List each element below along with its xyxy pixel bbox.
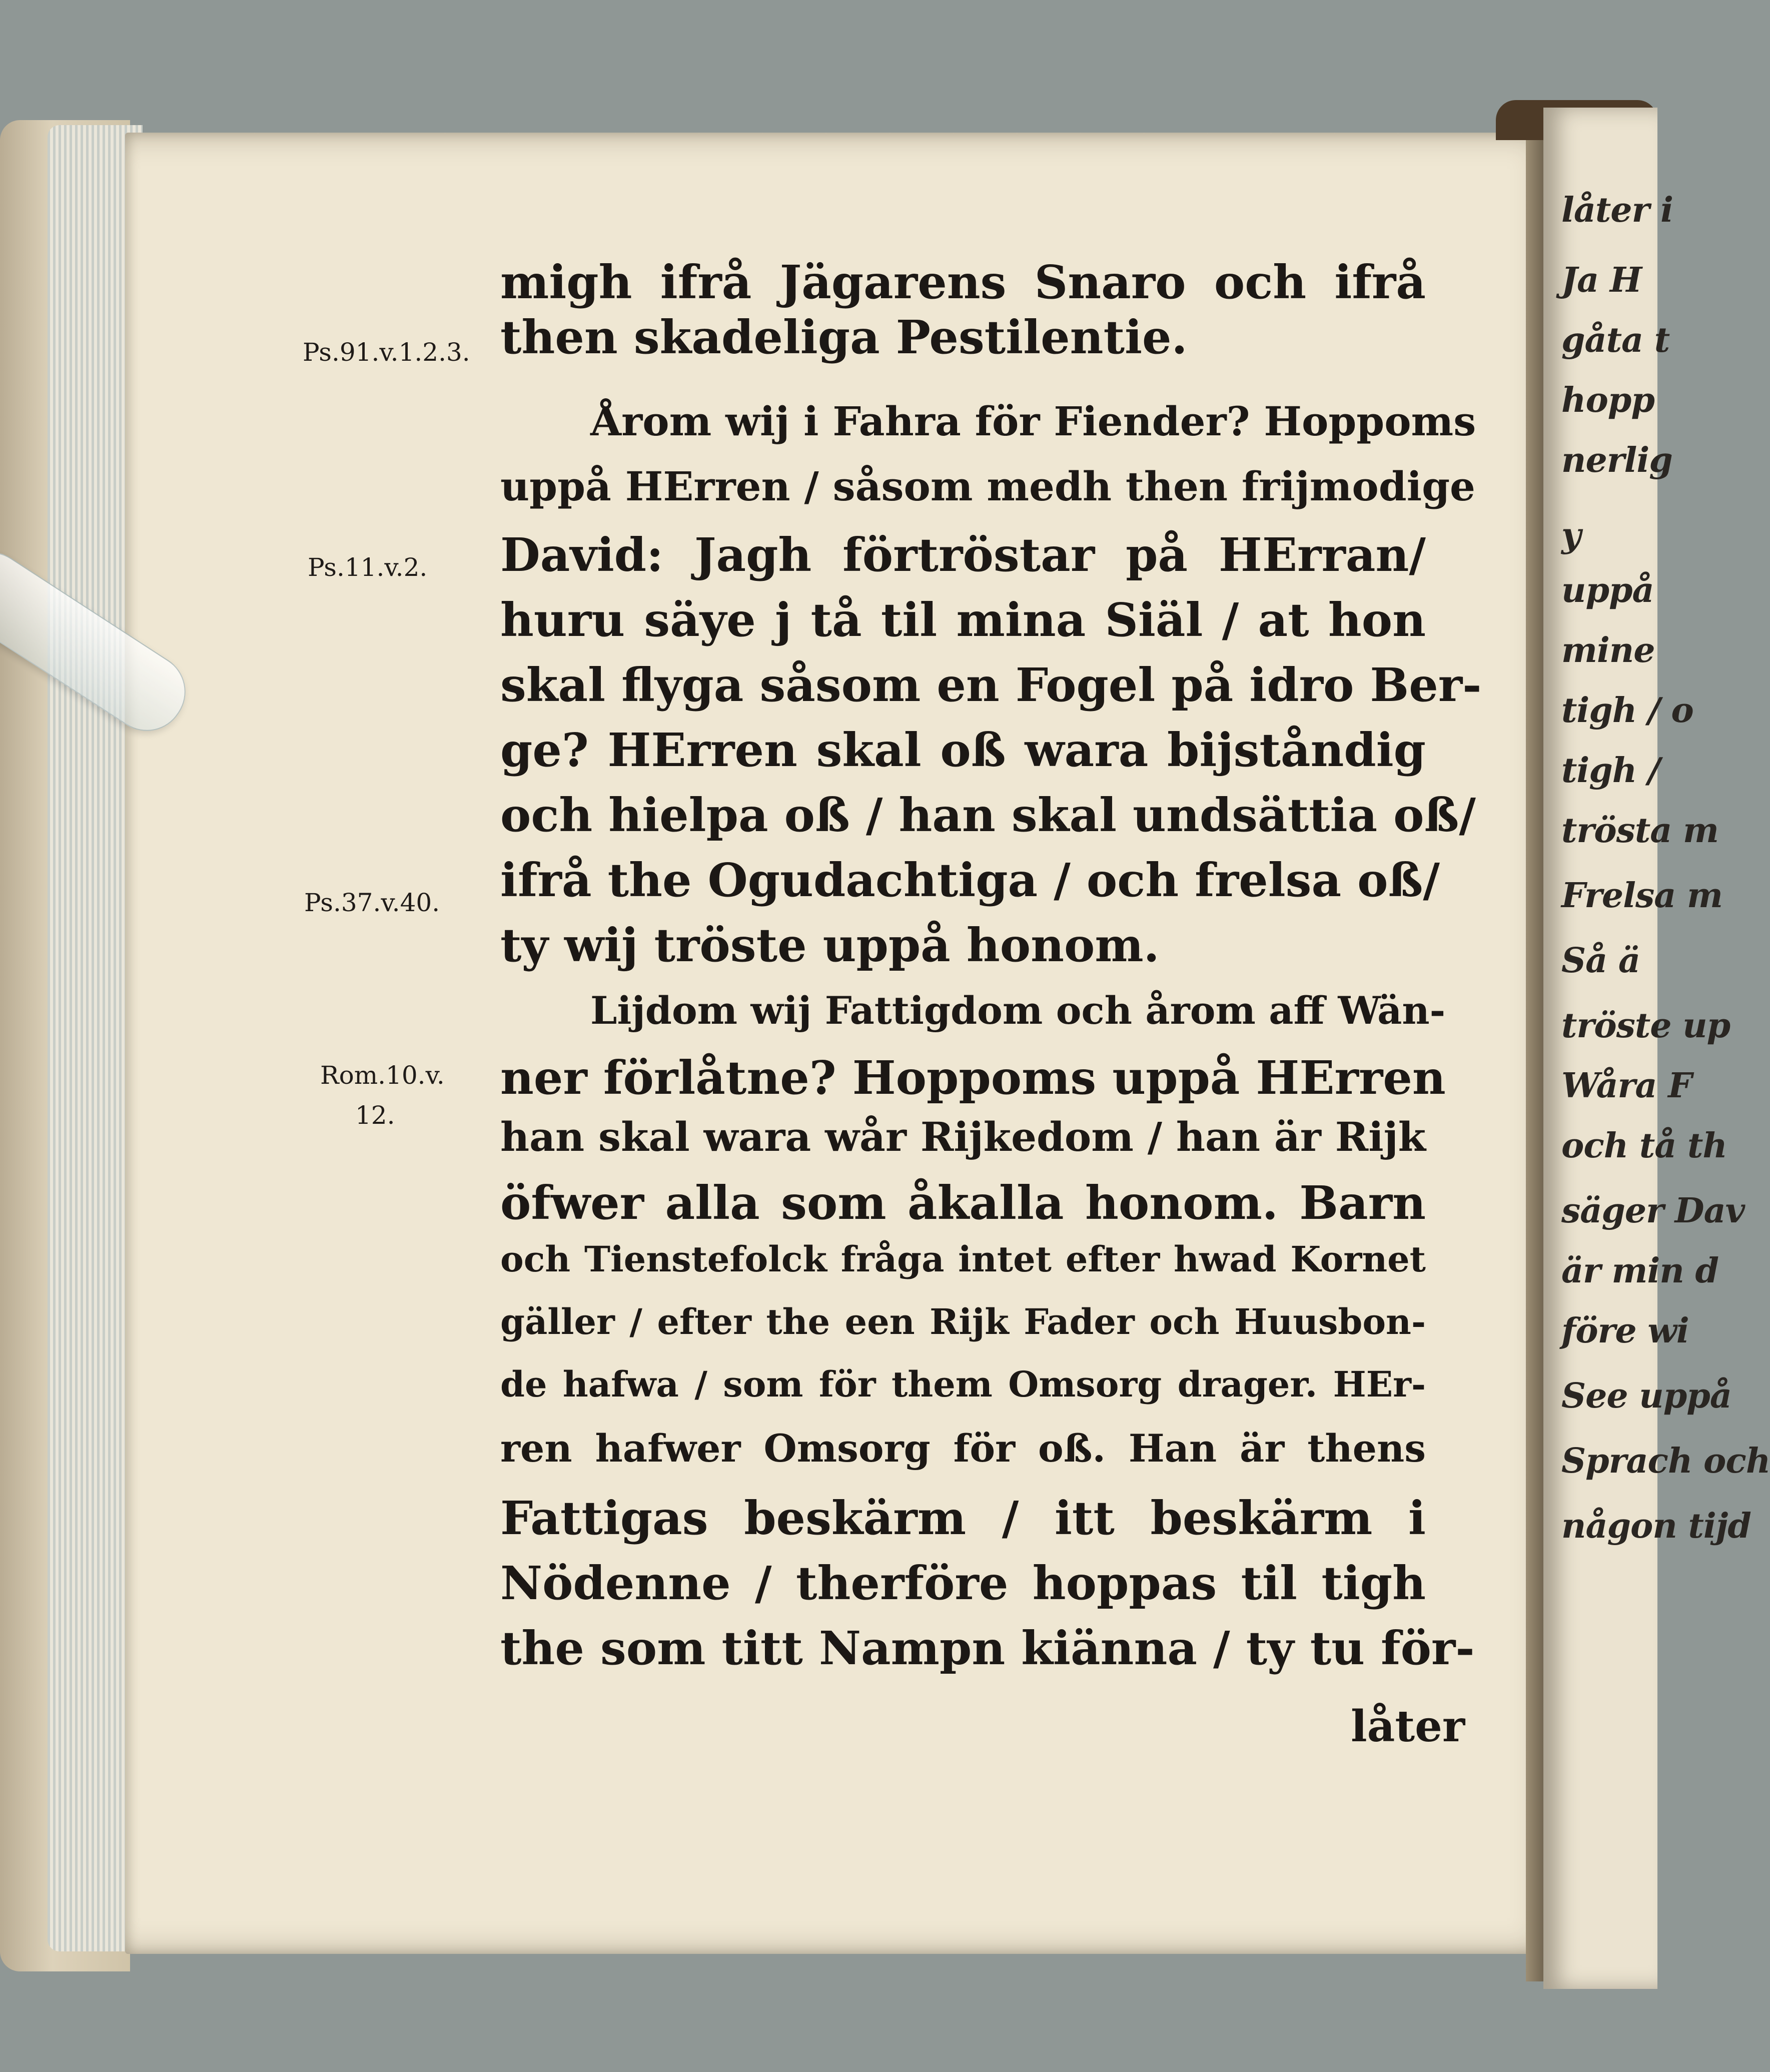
right-page-line: gåta t xyxy=(1561,320,1670,360)
body-line: ren hafwer Omsorg för oß. Han är thens xyxy=(500,1426,1426,1471)
right-page-line: y xyxy=(1561,515,1581,555)
right-page-line: uppå xyxy=(1561,570,1654,610)
right-page-line: tröste up xyxy=(1561,1006,1730,1046)
body-line: han skal wara wår Rijkedom / han är Rijk xyxy=(500,1113,1426,1160)
body-line: Årom wij i Fahra för Fiender? Hoppoms xyxy=(590,398,1476,445)
margin-note-rom10-cont: 12. xyxy=(355,1101,395,1130)
body-line: och Tienstefolck fråga intet efter hwad Kornet xyxy=(500,1238,1426,1280)
margin-note-ps91: Ps.91.v.1.2.3. xyxy=(303,338,470,367)
right-page-line: någon tijd xyxy=(1561,1506,1751,1546)
right-page-line: och tå th xyxy=(1561,1126,1727,1166)
margin-note-ps11: Ps.11.v.2. xyxy=(308,553,428,582)
body-line: David: Jagh förtröstar på HErran/ xyxy=(500,528,1426,582)
right-page-partial xyxy=(1543,108,1770,1989)
body-line: Fattigas beskärm / itt beskärm i xyxy=(500,1491,1426,1545)
right-page-line: Sprach och xyxy=(1561,1441,1770,1481)
right-page-line: Frelsa m xyxy=(1561,876,1722,916)
margin-note-ps37: Ps.37.v.40. xyxy=(304,888,440,917)
body-line: migh ifrå Jägarens Snaro och ifrå xyxy=(500,255,1426,309)
body-line: ge? HErren skal oß wara bijståndig xyxy=(500,723,1426,777)
body-line: uppå HErren / såsom medh then frijmodige xyxy=(500,463,1475,510)
right-page-line: Så ä xyxy=(1561,941,1640,981)
body-line: huru säye j tå til mina Siäl / at hon xyxy=(500,593,1426,647)
body-line: öfwer alla som åkalla honom. Barn xyxy=(500,1176,1426,1230)
right-page-line: trösta m xyxy=(1561,811,1718,851)
body-line: ty wij tröste uppå honom. xyxy=(500,918,1160,972)
body-line: och hielpa oß / han skal undsättia oß/ xyxy=(500,788,1476,842)
right-page-line: Wåra F xyxy=(1561,1066,1692,1106)
right-page-line: nerlig xyxy=(1561,440,1672,480)
body-line: the som titt Nampn kiänna / ty tu för- xyxy=(500,1621,1475,1675)
right-page-line: Ja H xyxy=(1561,260,1642,300)
right-page-line: före wi xyxy=(1561,1311,1689,1351)
right-page-line: tigh / o xyxy=(1561,690,1693,731)
body-line: gäller / efter the een Rijk Fader och Huusbon- xyxy=(500,1301,1426,1342)
body-line: ner förlåtne? Hoppoms uppå HErren xyxy=(500,1051,1446,1105)
margin-note-rom10: Rom.10.v. xyxy=(320,1061,445,1090)
catchword: låter xyxy=(1351,1701,1465,1752)
body-line: skal flyga såsom en Fogel på idro Ber- xyxy=(500,658,1482,712)
right-page-line: låter i xyxy=(1561,190,1673,230)
right-page-line: hopp xyxy=(1561,380,1654,420)
body-line: then skadeliga Pestilentie. xyxy=(500,310,1188,364)
body-line: Nödenne / therföre hoppas til tigh xyxy=(500,1556,1426,1610)
right-page-line: tigh / xyxy=(1561,751,1660,791)
right-page-line: säger Dav xyxy=(1561,1191,1745,1231)
body-line: Lijdom wij Fattigdom och årom aff Wän- xyxy=(590,988,1446,1033)
right-page-line: är min d xyxy=(1561,1251,1719,1291)
body-line: de hafwa / som för them Omsorg drager. HEr- xyxy=(500,1363,1426,1405)
body-line: ifrå the Ogudachtiga / och frelsa oß/ xyxy=(500,853,1440,907)
right-page-line: mine xyxy=(1561,630,1655,670)
right-page-line: See uppå xyxy=(1561,1376,1731,1416)
